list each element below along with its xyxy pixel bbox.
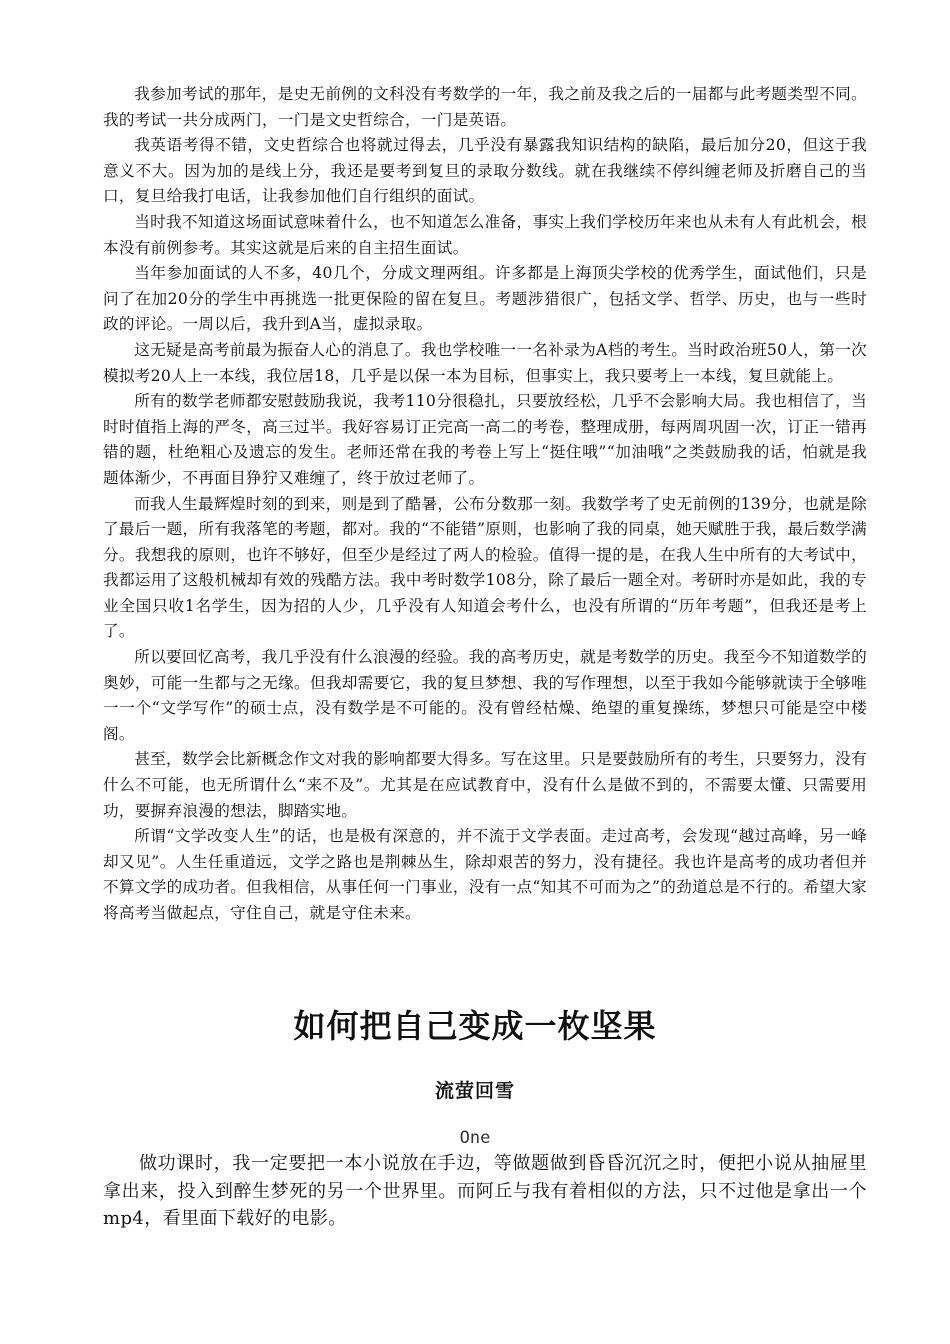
- body-paragraph: 做功课时，我一定要把一本小说放在手边，等做题做到昏昏沉沉之时，便把小说从抽屉里拿出来，投入到醉生梦死的另一个世界里。而阿丘与我有着相似的方法，只不过他是拿出一个mp4，看里面下载好的电影。: [103, 1153, 867, 1229]
- body-paragraph: 所谓“文学改变人生”的话，也是极有深意的，并不流于文学表面。走过高考，会发现“越过高峰，另一峰却又见”。人生任重道远，文学之路也是荆棘丛生，除却艰苦的努力，没有捷径。我也许是高考的成功者但并不算文学的成功者。但我相信，从事任何一门事业，没有一点“知其不可而为之”的劲道总是不行的。希望大家将高考当做起点，守住自己，就是守住未来。: [103, 827, 867, 922]
- article-author: 流萤回雪: [434, 1080, 515, 1102]
- article-title: 如何把自己变成一枚坚果: [293, 1007, 657, 1045]
- new-article-body: [103, 1150, 867, 1233]
- body-paragraph: 我参加考试的那年，是史无前例的文科没有考数学的一年，我之前及我之后的一届都与此考题类型不同。我的考试一共分成两门，一门是文史哲综合，一门是英语。: [103, 85, 867, 129]
- body-paragraph: 甚至，数学会比新概念作文对我的影响都要大得多。写在这里。只是要鼓励所有的考生，只要努力，没有什么不可能，也无所谓什么“来不及”。尤其是在应试教育中，没有什么是做不到的，不需要太懂、只需要用功，要摒弃浪漫的想法，脚踏实地。: [103, 750, 867, 820]
- body-paragraph: 所有的数学老师都安慰鼓励我说，我考110分很稳扎，只要放经松，几乎不会影响大局。我也相信了，当时时值指上海的严冬，高三过半。我好容易订正完高一高二的考卷，整理成册，每两周巩固一次，订正一错再错的题，杜绝粗心及遗忘的发生。老师还常在我的考卷上写上“挺住哦”“加油哦”之类鼓励我的话，怕就是我题体渐少，不再面目狰狞又难缠了，终于放过老师了。: [103, 392, 867, 487]
- section-label: One: [459, 1128, 491, 1148]
- body-paragraph: 这无疑是高考前最为振奋人心的消息了。我也学校唯一一名补录为A档的考生。当时政治班50人，第一次模拟考20人上一本线，我位居18，几乎是以保一本为目标，但事实上，我只要考上一本线，复旦就能上。: [103, 340, 867, 385]
- body-paragraph: 当年参加面试的人不多，40几个，分成文理两组。许多都是上海顶尖学校的优秀学生，面试他们，只是问了在加20分的学生中再挑选一批更保险的留在复旦。考题涉猎很广，包括文学、哲学、历史，也与一些时政的评论。一周以后，我升到A当，虚拟录取。: [103, 264, 867, 334]
- body-paragraph: 所以要回忆高考，我几乎没有什么浪漫的经验。我的高考历史，就是考数学的历史。我至今不知道数学的奥妙，可能一生都与之无缘。但我却需要它，我的复旦梦想、我的写作理想，以至于我如今能够就读于全够唯一一个“文学写作”的硕士点，没有数学是不可能的。没有曾经枯燥、绝望的重复操练，梦想只可能是空中楼阁。: [103, 648, 867, 743]
- previous-article-body: [103, 82, 867, 927]
- body-paragraph: 当时我不知道这场面试意味着什么，也不知道怎么准备，事实上我们学校历年来也从未有人有此机会，根本没有前例参考。其实这就是后来的自主招生面试。: [103, 212, 867, 257]
- body-paragraph: 我英语考得不错，文史哲综合也将就过得去，几乎没有暴露我知识结构的缺陷，最后加分20，但这于我意义不大。因为加的是线上分，我还是要考到复旦的录取分数线。就在我继续不停纠缠老师及折磨自己的当口，复旦给我打电话，让我参加他们自行组织的面试。: [103, 136, 867, 206]
- body-paragraph: 而我人生最辉煌时刻的到来，则是到了酷暑，公布分数那一刻。我数学考了史无前例的139分，也就是除了最后一题，所有我落笔的考题，都对。我的“不能错”原则，也影响了我的同桌，她天赋胜于我，最后数学满分。我想我的原则，也许不够好，但至少是经过了两人的检验。值得一提的是，在我人生中所有的大考试中，我都运用了这般机械却有效的残酷方法。我中考时数学108分，除了最后一题全对。考研时亦是如此，我的专业全国只收1名学生，因为招的人少，几乎没有人知道会考什么，也没有所谓的“历年考题”，但我还是考上了。: [103, 494, 867, 641]
